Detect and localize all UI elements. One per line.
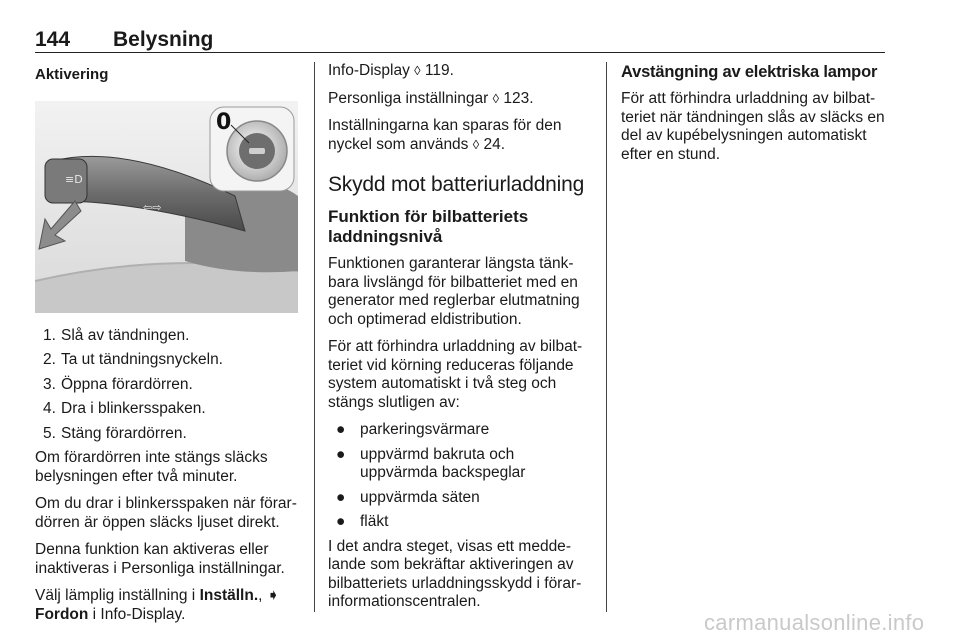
nav-arrow-icon: ➧ [266, 587, 280, 604]
column-2 [328, 62, 590, 621]
list-item: ● fläkt [336, 513, 389, 530]
paragraph: Inställningarna kan sparas för den nyckel som används ◊ 24. [328, 117, 562, 153]
turn-signal-stalk-image [35, 101, 298, 313]
list-item: 3. Öppna förardörren. [43, 375, 193, 393]
list-item: 1. Slå av tändningen. [43, 326, 190, 344]
ref-arrow-icon: ◊ [492, 90, 500, 106]
paragraph: För att förhindra urladdning av bilbatteriet vid körning reduceras följande system automatiskt i två steg och stängs slutligen av: [328, 338, 583, 411]
section-heading: Skydd mot batteriurladdning [328, 173, 585, 196]
list-item: 4. Dra i blinkersspaken. [43, 400, 206, 417]
dial-label: 0 [216, 109, 232, 135]
column-divider [314, 62, 315, 612]
bullet-icon: ● [336, 513, 346, 530]
paragraph: Välj lämplig inställning i Inställn., ➧ Fordon i Info-Display. [35, 587, 280, 623]
paragraph: Om du drar i blinkersspaken när förardörren är öppen släcks ljuset direkt. [35, 495, 297, 531]
paragraph: Om förardörren inte stängs släcks belysningen efter två minuter. [35, 449, 268, 485]
list-item: ● uppvärmd bakruta och uppvärmda backspeglar [336, 445, 526, 481]
cross-reference[interactable]: Info-Display ◊ 119. [328, 62, 454, 79]
menu-path-settings: Inställn. [199, 587, 259, 604]
column-1 [35, 62, 301, 633]
list-item: ● parkeringsvärmare [336, 421, 490, 438]
page-number: 144 [35, 28, 71, 51]
ref-arrow-icon: ◊ [414, 63, 421, 78]
stalk-illustration [35, 101, 298, 313]
list-item: ● uppvärmda säten [336, 488, 480, 506]
section-subheading: Aktivering [35, 66, 109, 83]
list-item: 2. Ta ut tändningsnyckeln. [43, 351, 223, 368]
column-divider [606, 62, 607, 612]
svg-text:⇦⇨: ⇦⇨ [143, 200, 162, 214]
bullet-icon: ● [336, 488, 346, 506]
column-3 [621, 62, 889, 173]
list-item: 5. Stäng förardörren. [43, 424, 187, 442]
section-heading: Avstängning av elektriska lampor [621, 63, 878, 81]
paragraph: Denna funktion kan aktiveras eller inaktiveras i Personliga inställningar. [35, 541, 285, 577]
cross-reference[interactable]: Personliga inställningar ◊ 123. [328, 89, 534, 107]
bullet-icon: ● [336, 445, 346, 463]
ref-arrow-icon: ◊ [472, 136, 480, 152]
svg-text:≡D: ≡D [65, 172, 83, 186]
section-subheading: Funktion för bilbatteriets laddningsnivå [328, 207, 529, 246]
bullet-icon: ● [336, 421, 346, 438]
paragraph: Funktionen garanterar längsta tänkbara livslängd för bilbatteriet med en generator med reglerbar elutmatning och optimerad eldistribution. [328, 255, 580, 328]
steps-list [35, 327, 301, 444]
systems-list [328, 421, 590, 532]
paragraph: I det andra steget, visas ett meddelande som bekräftar aktiveringen av bilbatteriets urladdningsskydd i förarinformationscentralen. [328, 537, 582, 610]
page-header [35, 26, 885, 53]
paragraph: För att förhindra urladdning av bilbatteriet när tändningen slås av släcks en del av kupébelysningen automatiskt efter en stund. [621, 90, 885, 163]
menu-path-vehicle: Fordon [35, 605, 89, 623]
chapter-title: Belysning [113, 28, 214, 51]
watermark: carmanualsonline.info [704, 610, 925, 635]
